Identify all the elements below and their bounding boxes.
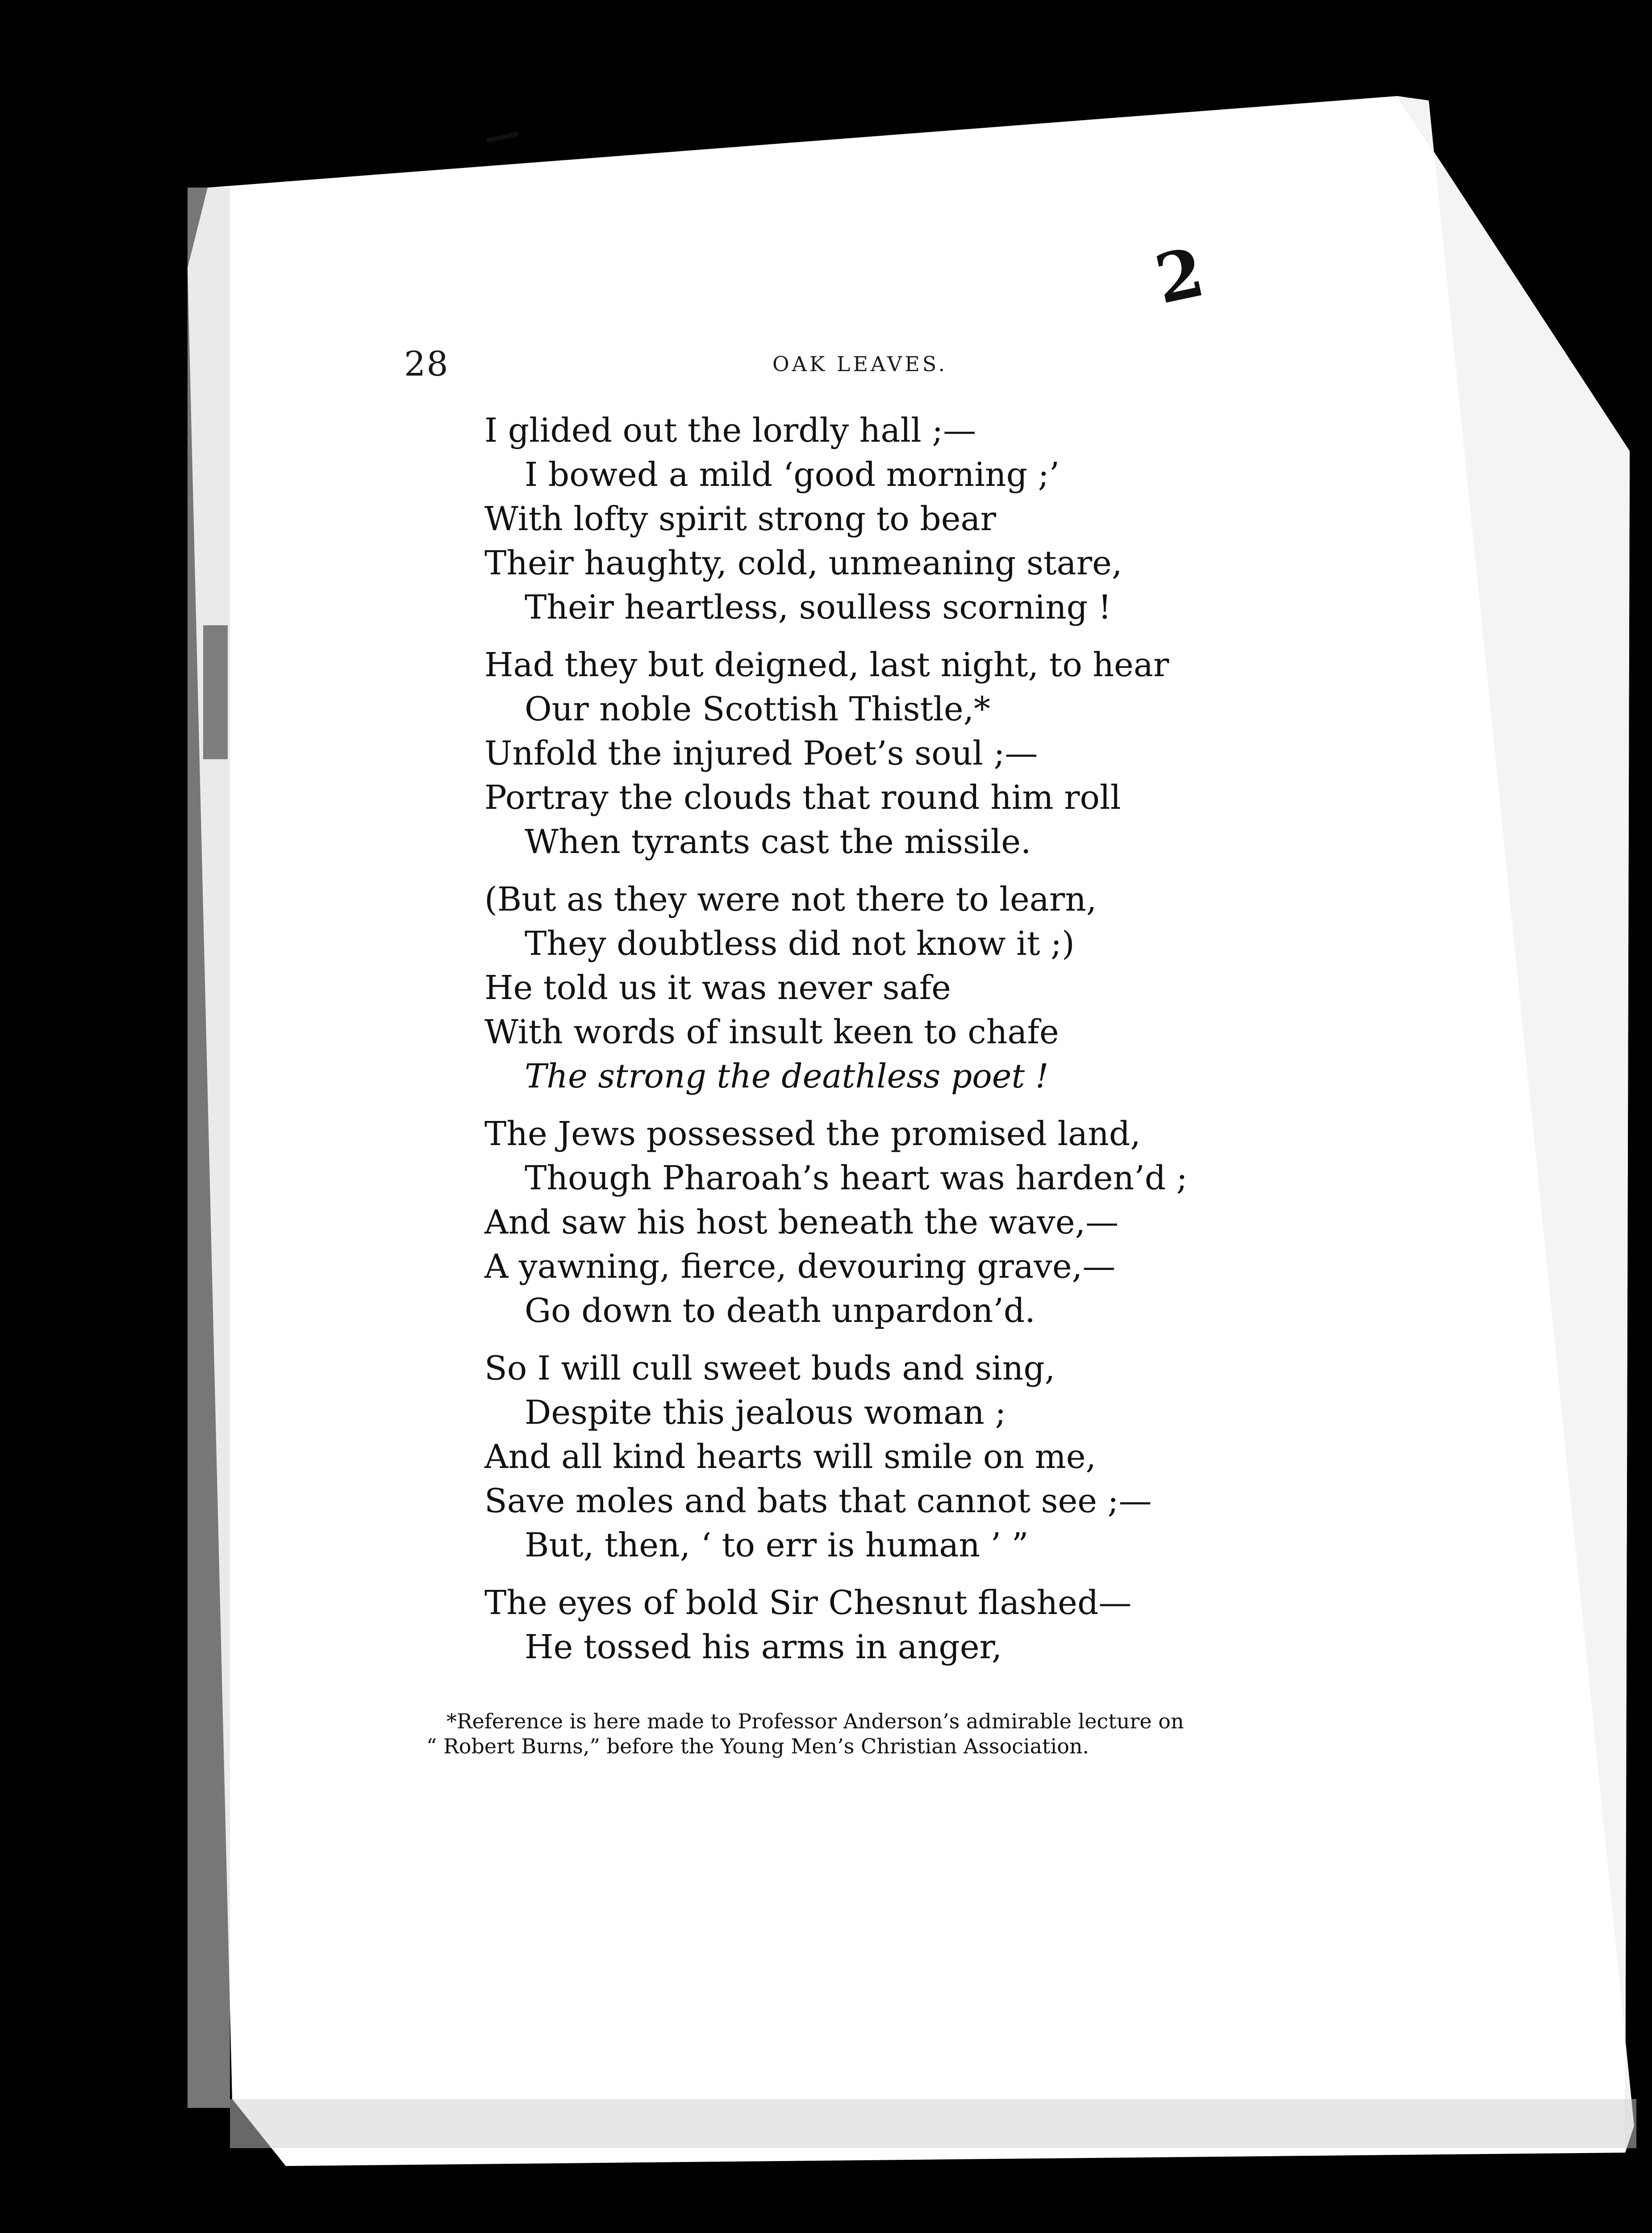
page-header xyxy=(404,344,1565,402)
stanza xyxy=(484,1112,1377,1333)
stanza xyxy=(484,1581,1377,1669)
footnote xyxy=(426,1709,1386,1759)
poem-line: I bowed a mild ‘good morning ;’ xyxy=(525,456,1060,494)
stanza xyxy=(484,643,1377,864)
poem-line: Their heartless, soulless scorning ! xyxy=(525,588,1112,627)
poem-line: When tyrants cast the missile. xyxy=(525,823,1031,861)
poem-line: With words of insult keen to chafe xyxy=(484,1013,1059,1051)
poem-line: Had they but deigned, last night, to hear xyxy=(484,646,1169,684)
poem-line: Portray the clouds that round him roll xyxy=(484,778,1121,817)
stanza xyxy=(484,878,1377,1099)
poem-line: The Jews possessed the promised land, xyxy=(484,1115,1141,1153)
poem-line: He told us it was never safe xyxy=(484,969,951,1007)
poem-line: The eyes of bold Sir Chesnut flashed— xyxy=(484,1584,1132,1622)
poem-line: A yawning, fierce, devouring grave,— xyxy=(484,1247,1116,1286)
poem-body xyxy=(484,409,1377,1683)
poem-line: Despite this jealous woman ; xyxy=(525,1393,1006,1432)
poem-line: With lofty spirit strong to bear xyxy=(484,500,996,538)
poem-line: The strong the deathless poet ! xyxy=(525,1057,1049,1096)
poem-line: They doubtless did not know it ;) xyxy=(525,924,1075,963)
poem-line: I glided out the lordly hall ;— xyxy=(484,411,976,450)
footnote-line: “ Robert Burns,” before the Young Men’s Christian Association. xyxy=(426,1734,1089,1758)
page-number: 28 xyxy=(404,344,449,384)
poem-line: He tossed his arms in anger, xyxy=(525,1628,1002,1666)
poem-line: Save moles and bats that cannot see ;— xyxy=(484,1482,1152,1520)
poem-line: But, then, ‘ to err is human ’ ” xyxy=(525,1526,1029,1564)
footnote-line: *Reference is here made to Professor Anderson’s admirable lecture on xyxy=(446,1709,1184,1733)
handwritten-mark: 2 xyxy=(1148,233,1211,319)
stanza xyxy=(484,1346,1377,1568)
poem-line: And all kind hearts will smile on me, xyxy=(484,1438,1097,1476)
poem-line: Though Pharoah’s heart was harden’d ; xyxy=(525,1159,1188,1197)
poem-line: (But as they were not there to learn, xyxy=(484,880,1097,919)
poem-line: Our noble Scottish Thistle,* xyxy=(525,690,991,728)
poem-line: Their haughty, cold, unmeaning stare, xyxy=(484,544,1122,582)
poem-line: Unfold the injured Poet’s soul ;— xyxy=(484,734,1038,773)
poem-line: And saw his host beneath the wave,— xyxy=(484,1203,1119,1242)
poem-line: So I will cull sweet buds and sing, xyxy=(484,1349,1055,1388)
poem-line: Go down to death unpardon’d. xyxy=(525,1292,1035,1330)
stanza xyxy=(484,409,1377,630)
running-head: OAK LEAVES. xyxy=(772,352,948,376)
